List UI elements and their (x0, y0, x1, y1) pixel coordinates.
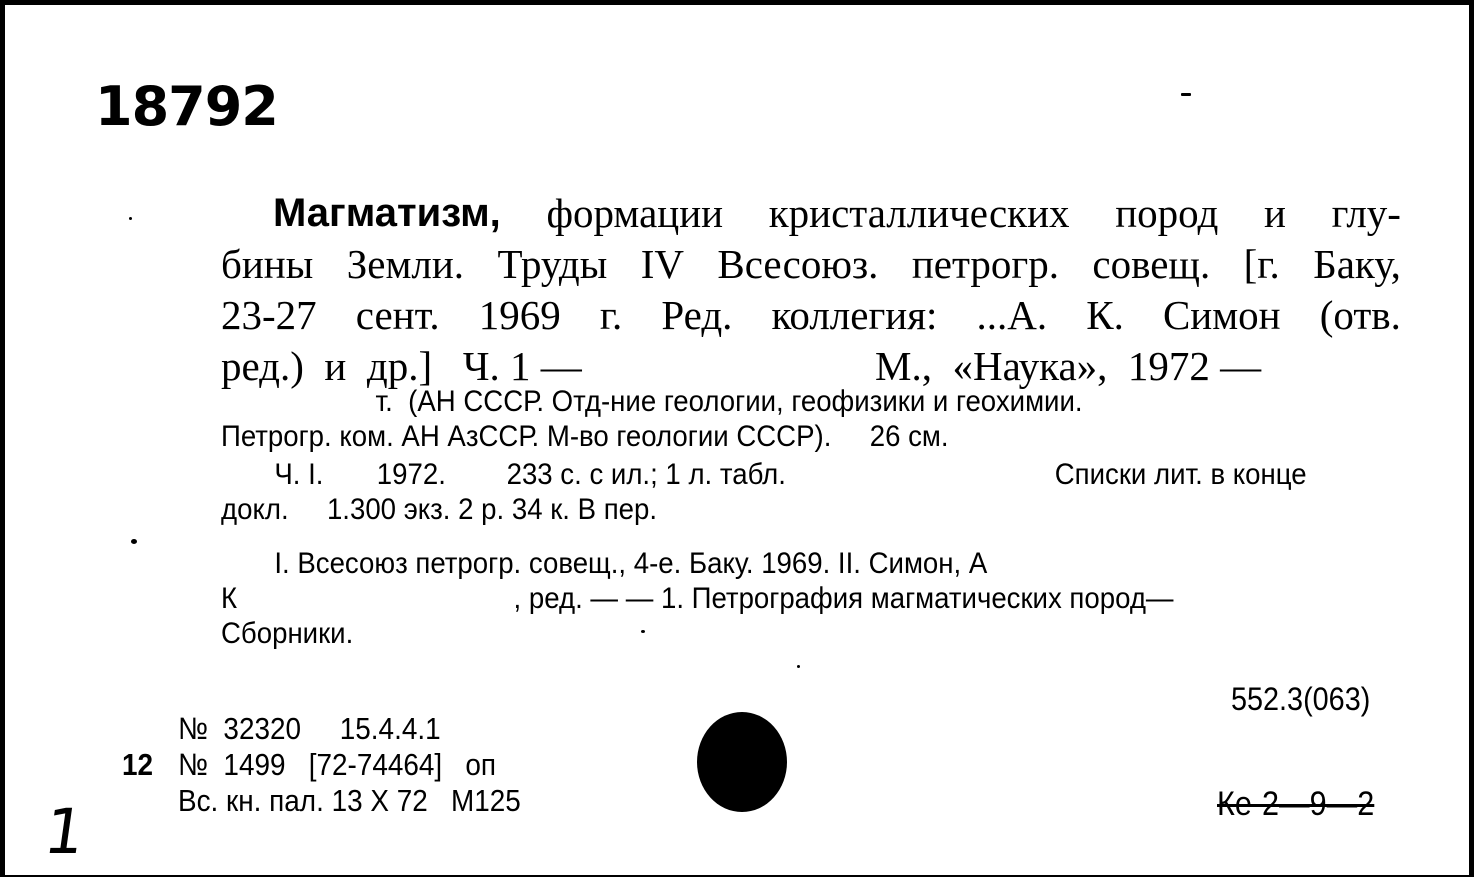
series-line-1: т. (АН СССР. Отд-ние геологии, геофизики и геохимии. (375, 385, 1083, 418)
title-word: петрогр. (911, 241, 1059, 287)
title-word: сент. (355, 292, 440, 338)
part-pages: 233 с. с ил.; 1 л. табл. (506, 458, 786, 491)
title-word: Всесоюз. (717, 241, 879, 287)
ink-speck (797, 665, 800, 668)
part-number: Ч. I. (274, 458, 324, 491)
part-note (221, 457, 1307, 527)
punch-hole (697, 712, 787, 812)
cancelled-code: Ке-2—9—2 (1217, 785, 1375, 823)
title-description (221, 188, 1401, 392)
tracings-subjects: , ред. — — 1. Петрография магматических пород— (513, 582, 1174, 615)
ink-speck (131, 539, 137, 544)
footer-line-2: № 1499 [72-74464] оп (178, 747, 497, 782)
title-word: Баку, (1313, 241, 1401, 287)
tracings-initial: К (221, 582, 238, 615)
title-line-4-left: ред.) и др.] Ч. 1 — (221, 343, 582, 389)
title-word: К. (1086, 292, 1124, 338)
series-note (221, 384, 1307, 454)
series-line-2: Петрогр. ком. АН АзССР. М-во геологии СССР). 26 см. (221, 420, 949, 453)
title-word: Ред. (661, 292, 733, 338)
tracings-line-2 (221, 581, 1320, 616)
tracings-line-3: Сборники. (221, 617, 354, 650)
title-word: ...А. (976, 292, 1048, 338)
tracings-line-1: I. Всесоюз петрогр. совещ., 4-е. Баку. 1969. II. Симон, А (274, 547, 988, 580)
title-word: совещ. (1092, 241, 1211, 287)
accession-number: 18792 (95, 75, 278, 138)
title-word: 1969 (478, 292, 561, 338)
title-word: глу- (1331, 190, 1401, 236)
title-word: Труды (497, 241, 608, 287)
title-word: коллегия: (771, 292, 938, 338)
ink-speck (129, 217, 132, 220)
title-word: пород (1115, 190, 1219, 236)
title-word: (отв. (1319, 292, 1401, 338)
title-word: Симон (1162, 292, 1281, 338)
part-line-2: докл. 1.300 экз. 2 р. 34 к. В пер. (221, 493, 658, 526)
title-word: 23-27 (221, 292, 317, 338)
ink-speck (1181, 93, 1191, 96)
title-line-3 (221, 290, 1401, 341)
margin-mark: 1 (39, 795, 90, 868)
part-bibliography: Списки лит. в конце (1054, 458, 1307, 491)
title-word: кристаллических (768, 190, 1070, 236)
title-word: бины (221, 241, 314, 287)
title-word: [г. (1243, 241, 1280, 287)
title-word: и (1263, 190, 1286, 236)
title-word: Магматизм, (273, 191, 501, 235)
title-word: IV (640, 241, 684, 287)
footer-line-1: № 32320 15.4.4.1 (178, 711, 441, 746)
footer-prefix: 12 (122, 747, 154, 782)
title-word: Земли. (346, 241, 465, 287)
part-line-1 (221, 457, 1307, 492)
classification-number: 552.3(063) (1231, 681, 1371, 717)
imprint: М., «Наука», 1972 — (875, 343, 1262, 389)
title-word: формации (546, 190, 724, 236)
title-line-1 (221, 188, 1401, 239)
tracings (221, 546, 1320, 651)
title-line-2 (221, 239, 1401, 290)
part-year: 1972. (376, 458, 446, 491)
title-word: г. (599, 292, 623, 338)
footer-line-3: Вс. кн. пал. 13 Х 72 М125 (178, 783, 521, 818)
